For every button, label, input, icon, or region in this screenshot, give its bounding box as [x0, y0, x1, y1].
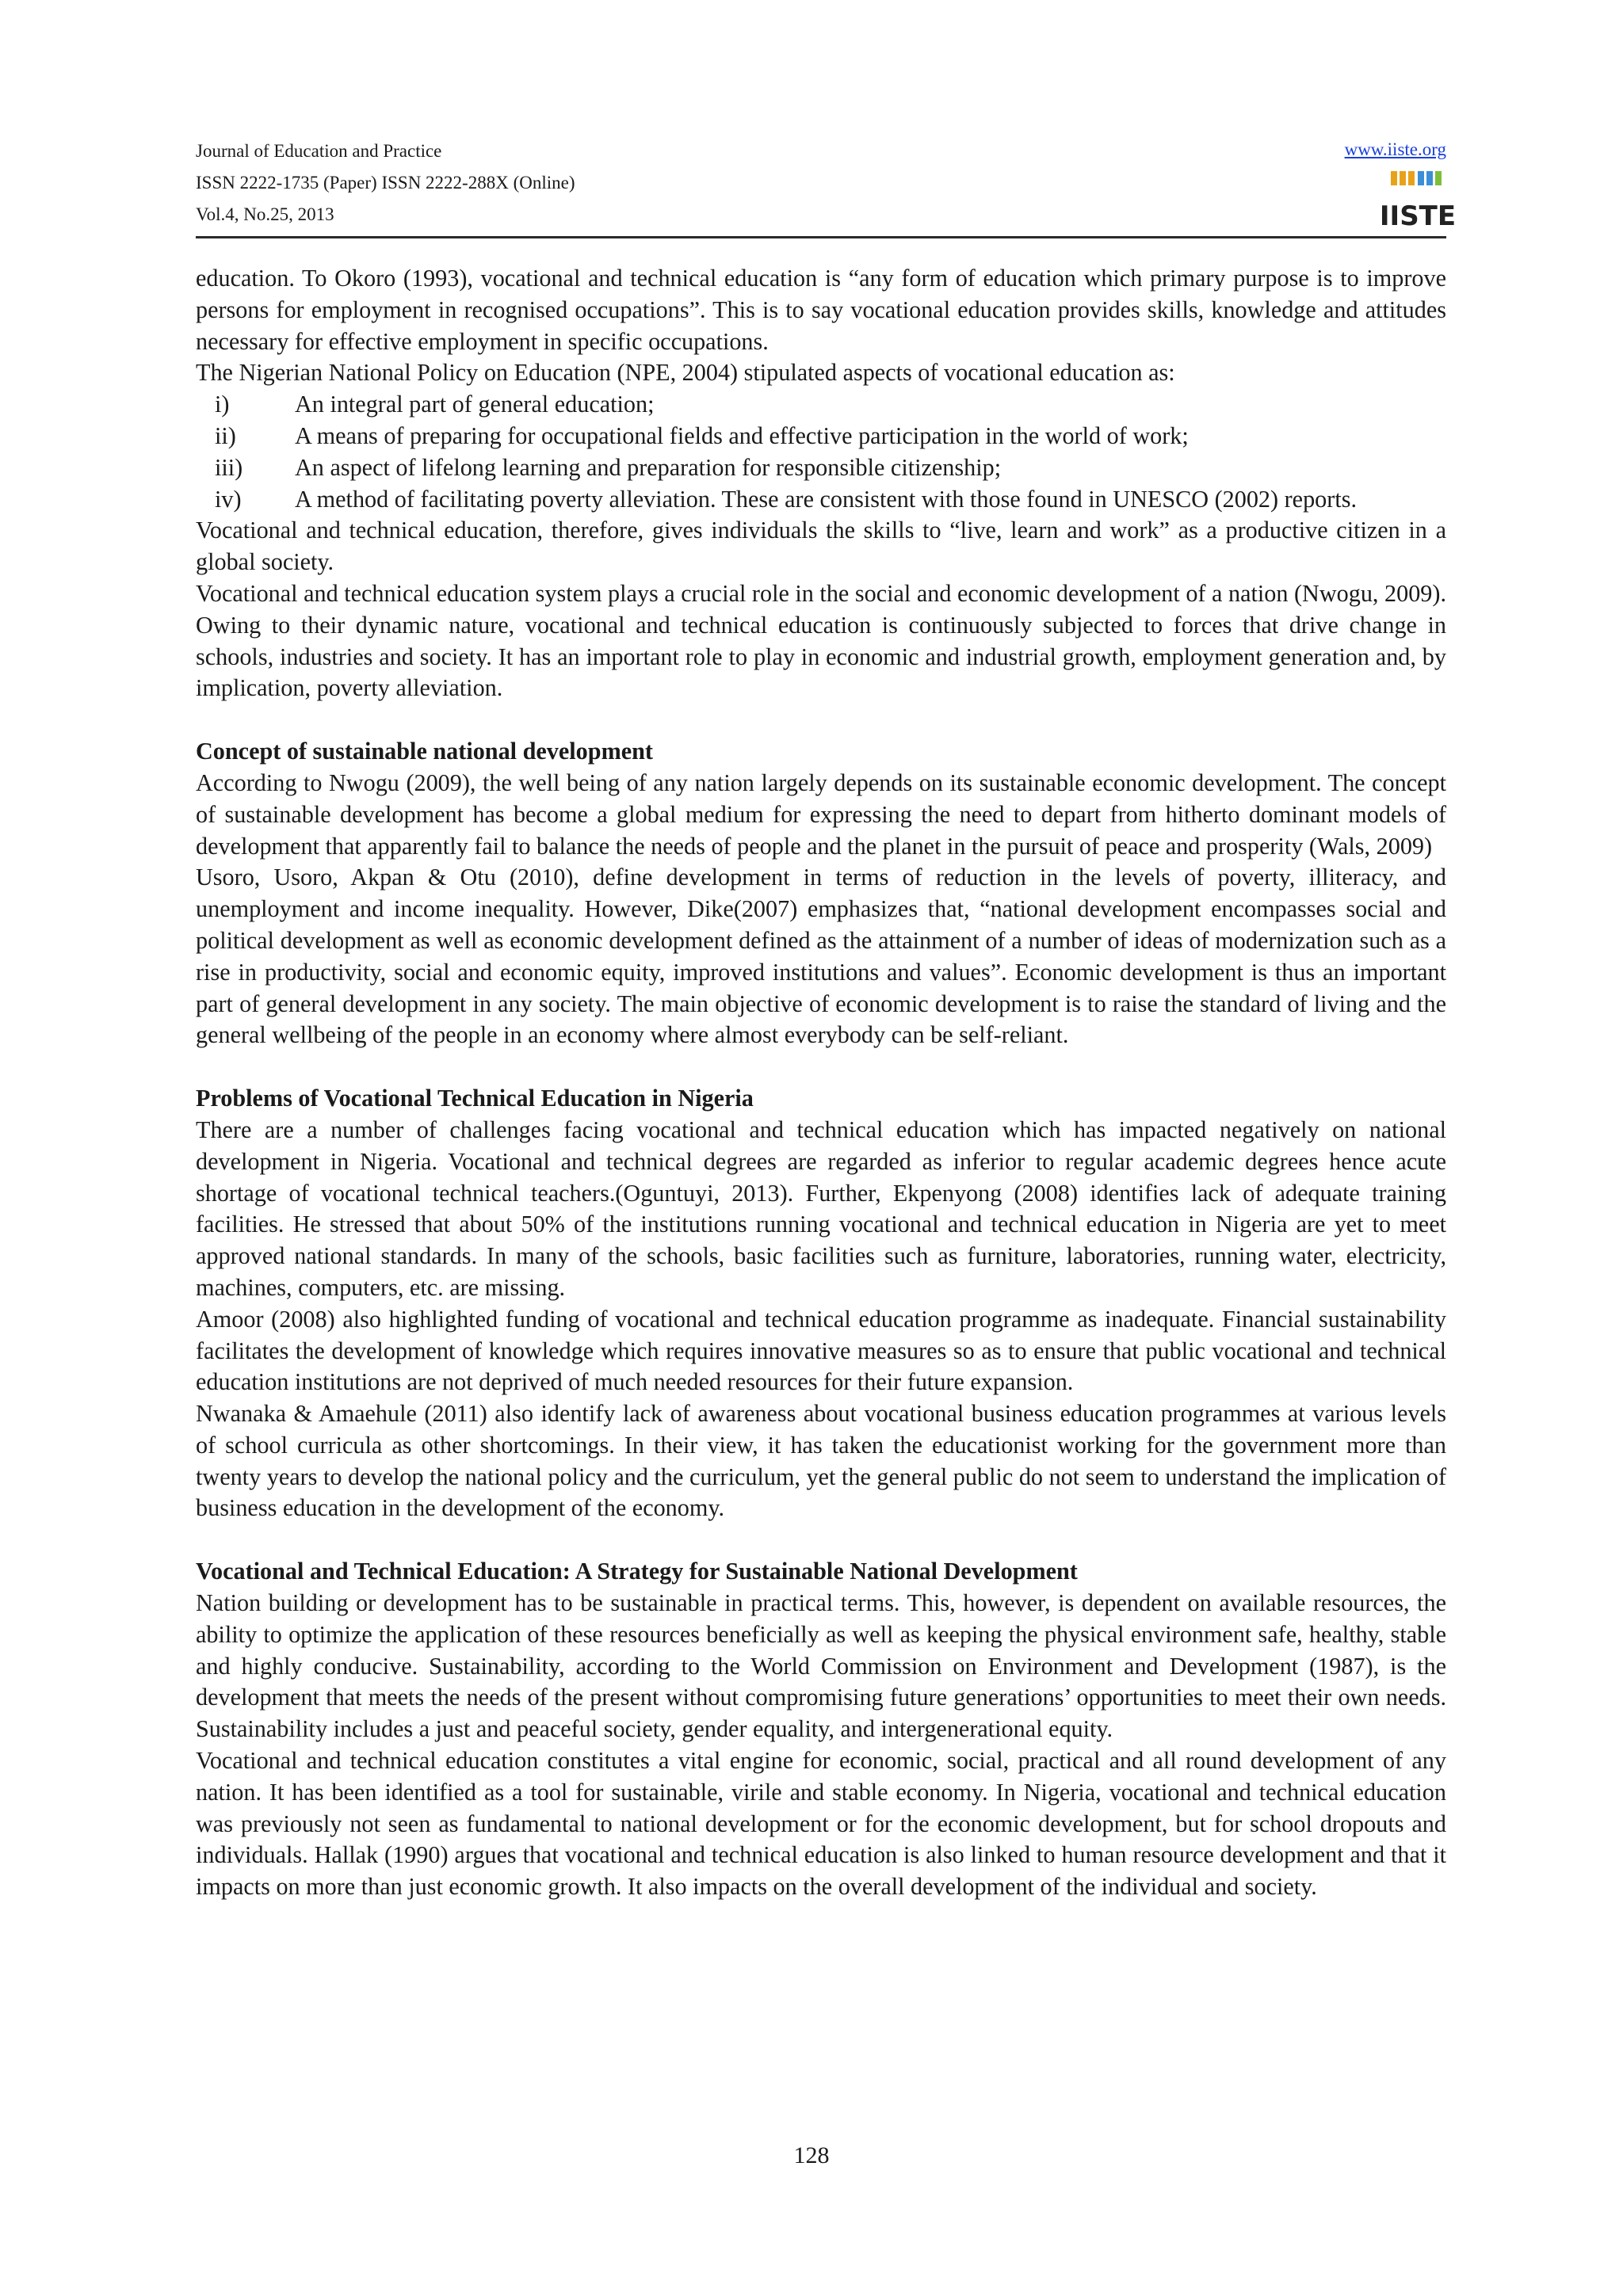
npe-aspects-list	[196, 389, 1446, 515]
iiste-logo-icon	[1379, 170, 1457, 232]
page	[196, 0, 1457, 1901]
intro-paragraph-4: Vocational and technical education system plays a crucial role in the social and economic development of a nation (Nwogu, 2009). Owing to their dynamic nature, vocational and technical education is continuously subjected to forces that drive change in schools, industries and society. It has an important role to play in economic and industrial growth, employment generation and, by implication, poverty alleviation.	[196, 579, 1446, 702]
journal-title: Journal of Education and Practice	[196, 141, 442, 161]
list-item: iv) A method of facilitating poverty alleviation. These are consistent with those found in UNESCO (2002) reports.	[215, 485, 1357, 513]
intro-paragraph-2: The Nigerian National Policy on Education (NPE, 2004) stipulated aspects of vocational education as:	[196, 359, 1175, 387]
strategy-paragraph-1: Nation building or development has to be sustainable in practical terms. This, however, is dependent on available resources, the ability to optimize the application of these resources beneficially as well as keeping the physical environment safe, healthy, stable and highly conducive. Sustainability, according to the World Commission on Environment and Development (1987), is the development that meets the needs of the present without compromising future generations’ opportunities to meet their own needs. Sustainability includes a just and peaceful society, gender equality, and intergenerational equity.	[196, 1589, 1446, 1743]
issn-line: ISSN 2222-1735 (Paper) ISSN 2222-288X (Online)	[196, 173, 575, 193]
page-header	[196, 0, 1457, 238]
problems-paragraph-3: Nwanaka & Amaehule (2011) also identify lack of awareness about vocational business education programmes at various levels of school curricula as other shortcomings. In their view, it has taken the educationist working for the government more than twenty years to develop the national policy and the curriculum, yet the general public do not seem to understand the implication of business education in the development of the economy.	[196, 1400, 1446, 1522]
strategy-paragraph-2: Vocational and technical education constitutes a vital engine for economic, social, practical and all round development of any nation. It has been identified as a tool for sustainable, virile and stable economy. In Nigeria, vocational and technical education was previously not seen as fundamental to national development or for the economic development, but for school dropouts and individuals. Hallak (1990) argues that vocational and technical education is also linked to human resource development and that it impacts on more than just economic growth. It also impacts on the overall development of the individual and society.	[196, 1747, 1446, 1901]
intro-paragraph-1: education. To Okoro (1993), vocational and technical education is “any form of education which primary purpose is to improve persons for employment in recognised occupations”. This is to say vocational education provides skills, knowledge and attitudes necessary for effective employment in specific occupations.	[196, 265, 1446, 355]
intro-paragraph-3: Vocational and technical education, therefore, gives individuals the skills to “live, learn and work” as a productive citizen in a global society.	[196, 517, 1446, 576]
list-item: ii) A means of preparing for occupational fields and effective participation in the world of work;	[215, 421, 1189, 449]
journal-url-link[interactable]: www.iiste.org	[1344, 139, 1446, 159]
article-body	[196, 263, 1446, 1903]
problems-paragraph-2: Amoor (2008) also highlighted funding of vocational and technical education programme as inadequate. Financial sustainability facilitates the development of knowledge which requires innovative measures so as to ensure that public vocational and technical education institutions are not deprived of much needed resources for their future expansion.	[196, 1305, 1446, 1396]
list-item: i) An integral part of general education;	[215, 391, 655, 418]
list-item: iii) An aspect of lifelong learning and preparation for responsible citizenship;	[215, 453, 1002, 481]
problems-paragraph-1: There are a number of challenges facing vocational and technical education which has impacted negatively on national development in Nigeria. Vocational and technical degrees are regarded as inferior to regular academic degrees hence acute shortage of vocational technical teachers.(Oguntuyi, 2013). Further, Ekpenyong (2008) identifies lack of adequate training facilities. He stressed that about 50% of the institutions running vocational and technical education in Nigeria are yet to meet approved national standards. In many of the schools, basic facilities such as furniture, laboratories, running water, electricity, machines, computers, etc. are missing.	[196, 1116, 1446, 1301]
section-heading-problems: Problems of Vocational Technical Education in Nigeria	[196, 1085, 754, 1112]
concept-paragraph-2: Usoro, Usoro, Akpan & Otu (2010), define development in terms of reduction in the levels of poverty, illiteracy, and unemployment and income inequality. However, Dike(2007) emphasizes that, “national development encompasses social and political development as well as economic development defined as the attainment of a number of ideas of modernization such as a rise in productivity, social and economic equity, improved institutions and values”. Economic development is thus an important part of general development in any society. The main objective of economic development is to raise the standard of living and the general wellbeing of the people in an economy where almost everybody can be self-reliant.	[196, 864, 1446, 1049]
header-divider	[196, 236, 1446, 238]
concept-paragraph-1: According to Nwogu (2009), the well being of any nation largely depends on its sustainable economic development. The concept of sustainable development has become a global medium for expressing the need to depart from hitherto dominant models of development that apparently fail to balance the needs of people and the planet in the pursuit of peace and prosperity (Wals, 2009)	[196, 769, 1446, 860]
logo-text: IISTE	[1379, 200, 1457, 232]
page-number: 128	[793, 2142, 830, 2168]
section-heading-concept: Concept of sustainable national development	[196, 738, 653, 765]
volume-line: Vol.4, No.25, 2013	[196, 204, 334, 224]
section-heading-strategy: Vocational and Technical Education: A Strategy for Sustainable National Development	[196, 1558, 1078, 1585]
